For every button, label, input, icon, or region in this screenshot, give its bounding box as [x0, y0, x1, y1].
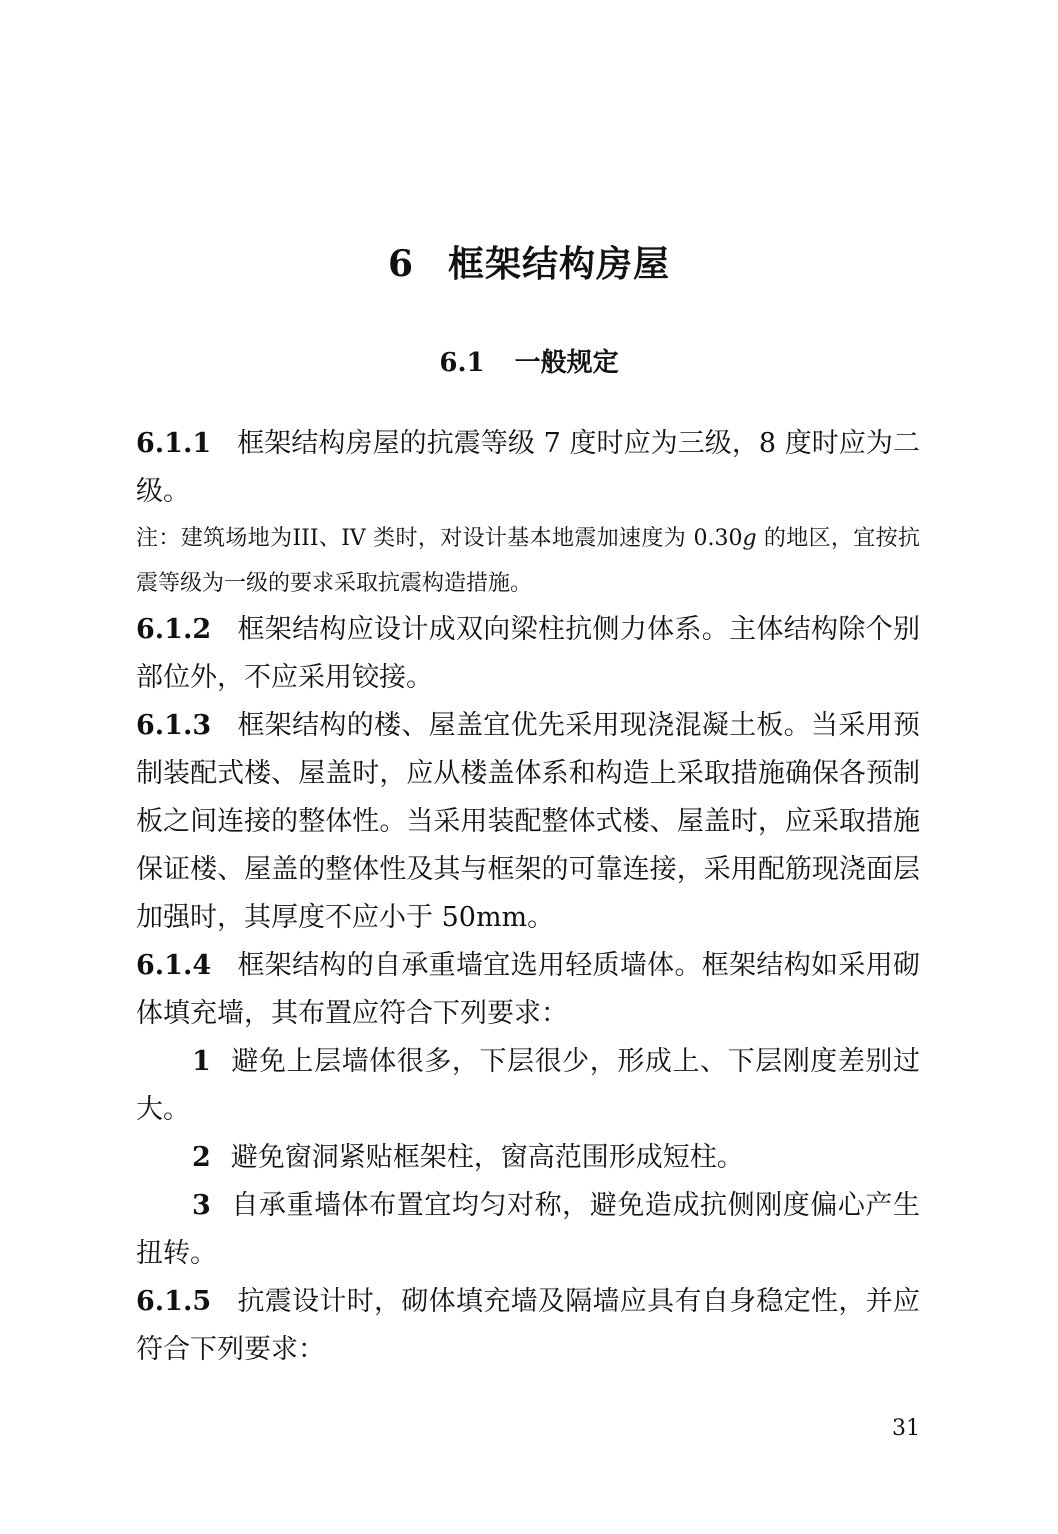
- clause-text: 抗震设计时，砌体填充墙及隔墙应具有自身稳定性，并应符合下列要求：: [136, 1286, 920, 1365]
- clause-6-1-2: [136, 606, 920, 702]
- clause-text: 框架结构的自承重墙宜选用轻质墙体。框架结构如采用砌体填充墙，其布置应符合下列要求：: [136, 950, 920, 1029]
- list-item: [136, 1038, 920, 1134]
- clause-6-1-5: [136, 1278, 920, 1374]
- section-title-text: 一般规定: [514, 348, 619, 378]
- note-unit-g: g: [742, 526, 757, 551]
- clause-text: 框架结构应设计成双向梁柱抗侧力体系。主体结构除个别部位外，不应采用铰接。: [136, 614, 920, 693]
- item-text: 自承重墙体布置宜均匀对称，避免造成抗侧刚度偏心产生扭转。: [136, 1190, 920, 1269]
- item-number: 2: [192, 1142, 211, 1173]
- clause-6-1-3: [136, 702, 920, 942]
- clause-number: 6.1.1: [136, 428, 212, 459]
- item-text: 避免窗洞紧贴框架柱，窗高范围形成短柱。: [230, 1142, 744, 1173]
- item-number: 3: [192, 1190, 211, 1221]
- page-number: 31: [892, 1416, 920, 1441]
- list-item: [136, 1134, 920, 1182]
- chapter-number: 6: [387, 243, 415, 285]
- item-text: 避免上层墙体很多，下层很少，形成上、下层刚度差别过大。: [136, 1046, 920, 1125]
- note-text-start: 注：建筑场地为III、IV 类时，对设计基本地震加速度为 0.30: [136, 526, 743, 551]
- note-text-end: 的地区，宜按抗震等级为一级的要求采取抗震构造措施。: [136, 526, 920, 596]
- clause-6-1-1: [136, 420, 920, 516]
- list-item: [136, 1182, 920, 1278]
- clause-number: 6.1.5: [136, 1286, 212, 1317]
- section-title: [0, 342, 1058, 379]
- section-number: 6.1: [439, 348, 485, 378]
- item-number: 1: [192, 1046, 211, 1077]
- chapter-title: [0, 236, 1058, 287]
- body-text: [136, 420, 920, 1374]
- clause-text: 框架结构房屋的抗震等级 7 度时应为三级，8 度时应为二级。: [136, 428, 920, 507]
- clause-number: 6.1.2: [136, 614, 212, 645]
- clause-note: [136, 516, 920, 606]
- chapter-title-text: 框架结构房屋: [448, 243, 671, 285]
- clause-number: 6.1.4: [136, 950, 212, 981]
- clause-text: 框架结构的楼、屋盖宜优先采用现浇混凝土板。当采用预制装配式楼、屋盖时，应从楼盖体系和构造上采取措施确保各预制板之间连接的整体性。当采用装配整体式楼、屋盖时，应采取措施保证楼、屋盖的整体性及其与框架的可靠连接，采用配筋现浇面层加强时，其厚度不应小于 50mm。: [136, 710, 920, 933]
- clause-6-1-4: [136, 942, 920, 1038]
- clause-number: 6.1.3: [136, 710, 212, 741]
